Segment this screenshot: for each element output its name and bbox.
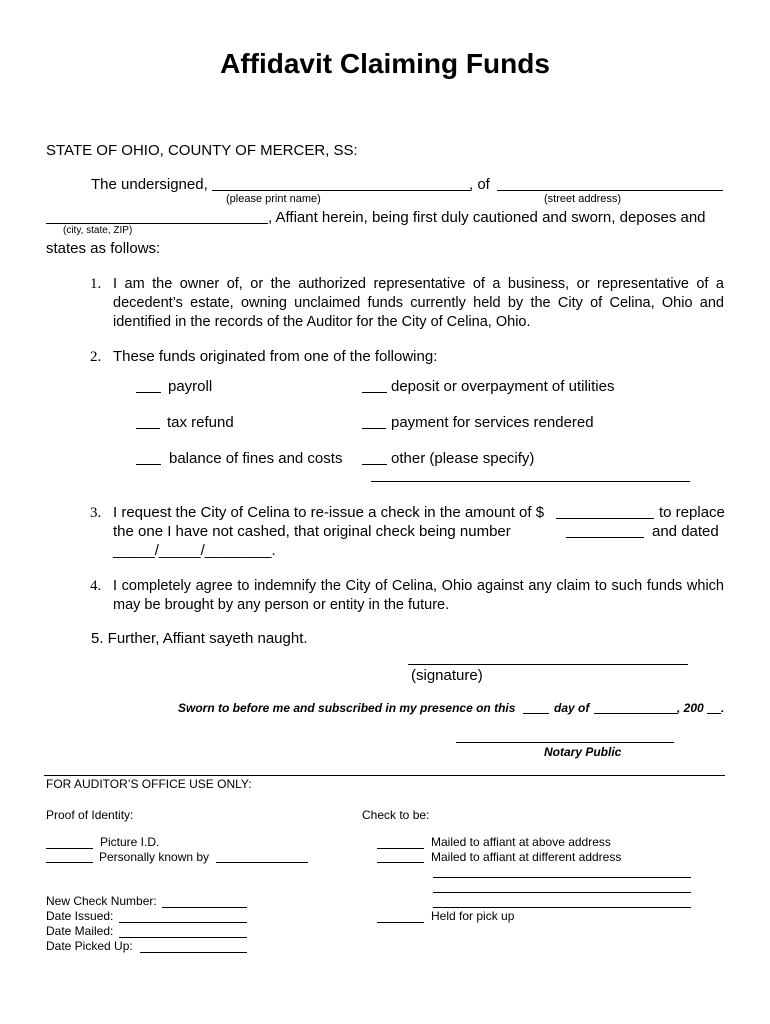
other-checkbox[interactable] (362, 464, 387, 465)
of-label: , of (469, 176, 490, 193)
date-picked-up-label: Date Picked Up: (46, 939, 133, 953)
date-mailed-label: Date Mailed: (46, 924, 114, 938)
print-name-field[interactable] (212, 190, 471, 191)
notary-label: Notary Public (544, 745, 622, 759)
option-tax-refund: tax refund (167, 414, 234, 431)
option-services: payment for services rendered (391, 414, 594, 431)
option-payroll: payroll (168, 378, 213, 395)
sworn-day-field[interactable] (523, 713, 549, 714)
mailed-above-label: Mailed to affiant at above address (431, 835, 611, 849)
personally-known-field[interactable] (216, 862, 308, 863)
mailed-above-checkbox[interactable] (377, 848, 424, 849)
check-date-field[interactable]: _____/_____/________. (113, 542, 276, 559)
sworn-text-b: day of (554, 701, 590, 715)
tax-refund-checkbox[interactable] (136, 428, 160, 429)
payroll-checkbox[interactable] (136, 392, 161, 393)
check-number-field[interactable] (566, 537, 644, 538)
fines-checkbox[interactable] (136, 464, 161, 465)
item-3-text-a: I request the City of Celina to re-issue a check in the amount of $ (113, 504, 545, 521)
auditor-header: FOR AUDITOR’S OFFICE USE ONLY: (46, 777, 252, 791)
other-specify-field[interactable] (371, 481, 690, 482)
item-5-text: 5. Further, Affiant sayeth naught. (91, 630, 308, 647)
signature-field[interactable] (408, 664, 688, 665)
notary-signature-field[interactable] (456, 742, 674, 743)
mailed-different-label: Mailed to affiant at different address (431, 850, 622, 864)
item-1-number: 1. (90, 276, 102, 292)
personally-known-label: Personally known by (99, 850, 210, 864)
sworn-text-c: , 200 (677, 701, 704, 715)
item-3-text-c: the one I have not cashed, that original check being number (113, 523, 511, 540)
deposit-checkbox[interactable] (362, 392, 387, 393)
sworn-month-field[interactable] (594, 713, 678, 714)
item-4-number: 4. (90, 578, 102, 594)
mailed-different-checkbox[interactable] (377, 862, 424, 863)
held-pickup-label: Held for pick up (431, 909, 515, 923)
different-address-line-2[interactable] (433, 892, 691, 893)
signature-label: (signature) (411, 667, 483, 684)
form-title: Affidavit Claiming Funds (220, 48, 550, 79)
check-amount-field[interactable] (556, 518, 654, 519)
affiant-text: , Affiant herein, being first duly cautioned and sworn, deposes and (268, 209, 706, 226)
item-2-text: These funds originated from one of the following: (113, 348, 438, 365)
date-issued-field[interactable] (119, 922, 247, 923)
personally-known-checkbox[interactable] (46, 862, 93, 863)
proof-of-identity-label: Proof of Identity: (46, 808, 134, 822)
date-mailed-field[interactable] (119, 937, 247, 938)
new-check-number-label: New Check Number: (46, 894, 157, 908)
item-4-text: I completely agree to indemnify the City of Celina, Ohio against any claim to such funds which may be brought by any person or entity in the future. (113, 578, 724, 613)
section-divider (44, 775, 725, 776)
undersigned-label: The undersigned, (91, 176, 208, 193)
sworn-text-a: Sworn to before me and subscribed in my presence on this (178, 701, 516, 715)
item-3-number: 3. (90, 505, 102, 521)
city-state-zip-field[interactable] (46, 223, 268, 224)
option-other: other (please specify) (391, 450, 535, 467)
option-fines: balance of fines and costs (169, 450, 343, 467)
new-check-number-field[interactable] (162, 907, 247, 908)
different-address-line-3[interactable] (433, 907, 691, 908)
sworn-text-d: . (721, 701, 725, 715)
picture-id-label: Picture I.D. (100, 835, 160, 849)
state-county-line: STATE OF OHIO, COUNTY OF MERCER, SS: (46, 142, 358, 159)
held-pickup-checkbox[interactable] (377, 922, 424, 923)
item-3-text-d: and dated (652, 523, 719, 540)
street-address-field[interactable] (497, 190, 723, 191)
different-address-line-1[interactable] (433, 877, 691, 878)
item-1-text: I am the owner of, or the authorized representative of a business, or representative of a decedent’s estate, owning unclaimed funds currently held by the City of Celina, Ohio and identified in the records of the Auditor for the City of Celina, Ohio. (113, 276, 724, 330)
services-checkbox[interactable] (362, 428, 386, 429)
date-picked-up-field[interactable] (140, 952, 247, 953)
check-to-be-label: Check to be: (362, 808, 430, 822)
option-deposit: deposit or overpayment of utilities (391, 378, 615, 395)
date-issued-label: Date Issued: (46, 909, 114, 923)
states-as-follows: states as follows: (46, 240, 161, 257)
item-2-number: 2. (90, 349, 102, 365)
city-state-zip-hint: (city, state, ZIP) (63, 225, 133, 236)
picture-id-checkbox[interactable] (46, 848, 93, 849)
item-3-text-b: to replace (659, 504, 725, 521)
street-address-hint: (street address) (544, 193, 622, 205)
sworn-year-field[interactable] (707, 713, 721, 714)
print-name-hint: (please print name) (226, 193, 321, 205)
